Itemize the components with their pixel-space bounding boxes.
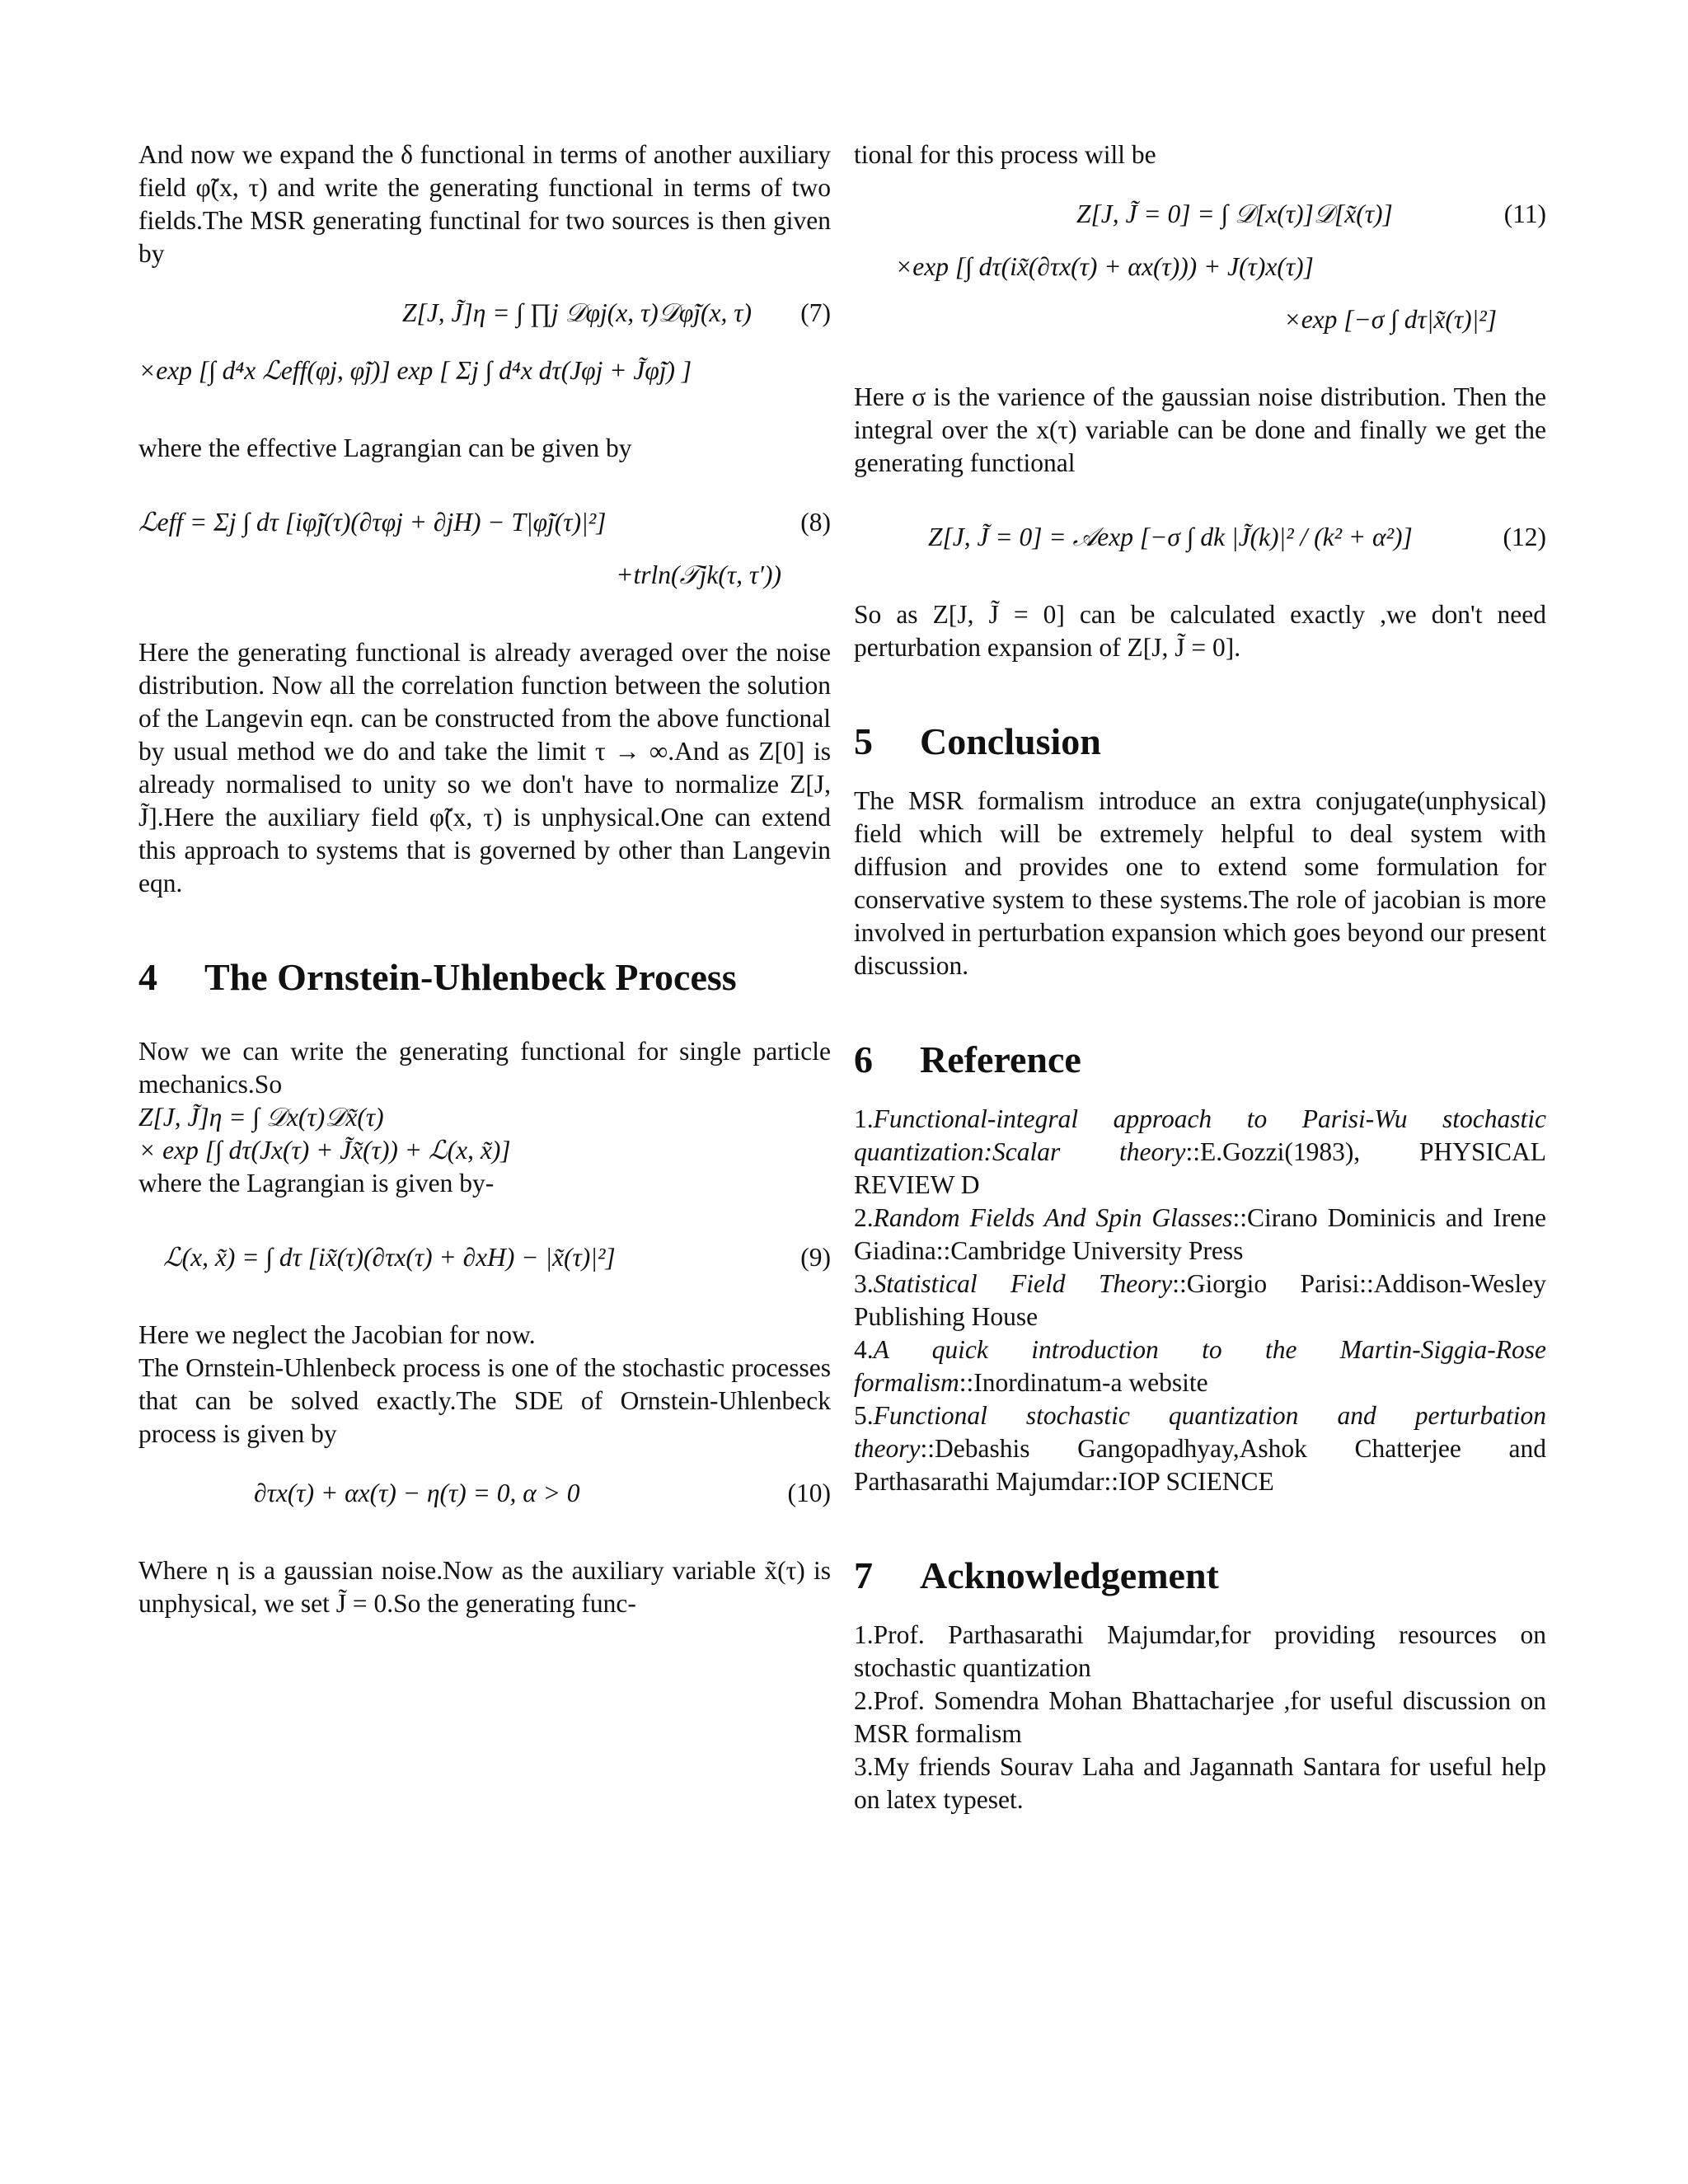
conclusion-paragraph: The MSR formalism introduce an extra conjugate(unphysical) field which will be extremely helpful to deal system with diffusion and provides one to extend some formulation for conservative system to these systems.The role of jacobian is more involved in perturbation expansion which goes beyond our present discussion. [854, 786, 1546, 980]
section-4-paragraph-1: Now we can write the generating functional for single particle mechanics.So [138, 1037, 831, 1099]
section-6-heading [854, 1035, 1546, 1085]
equation-12 [854, 521, 1546, 557]
paragraph-averaged: Here the generating functional is already averaged over the noise distribution. Now all the correlation function between the solution of the Langevin eqn. can be constructed from the above functional by usual method we do and take the limit τ → ∞.And as Z[0] is already normalised to unity so we don't have to normalize Z[J, J̃].Here the auxiliary field φ̃(x, τ) is unphysical.One can extend this approach to systems that is governed by other than Langevin eqn. [138, 638, 831, 898]
intro-paragraph: And now we expand the δ functional in terms of another auxiliary field φ̃(x, τ) and write the generating functional in terms of two fields.The MSR generating functinal for two sources is then given by [138, 140, 831, 268]
left-column [138, 138, 831, 1620]
eq7-number: (7) [800, 298, 831, 327]
reference-item: 1.Functional-integral approach to Parisi-Wu stochastic quantization:Scalar theory::E.Gozzi(1983), PHYSICAL REVIEW D [854, 1104, 1546, 1199]
eq9-number: (9) [800, 1243, 831, 1272]
reference-item: 3.Statistical Field Theory::Giorgio Parisi::Addison-Wesley Publishing House [854, 1269, 1546, 1331]
eq9-body: ℒ(x, x̃) = ∫ dτ [ix̃(τ)(∂τx(τ) + ∂xH) − |x̃(τ)|²] [163, 1243, 616, 1272]
eq11-line2: ×exp [∫ dτ(ix̃(∂τx(τ) + αx(τ))) + J(τ)x(τ)] [895, 252, 1314, 281]
eq10-number: (10) [787, 1479, 831, 1507]
section-4-eq-a: Z[J, J̃]η = ∫ 𝒟x(τ)𝒟x̃(τ) [138, 1103, 384, 1132]
section-4-paragraph-2: where the Lagrangian is given by- [138, 1169, 495, 1197]
eq11-line1: Z[J, J̃ = 0] = ∫ 𝒟[x(τ)]𝒟[x̃(τ)] [1076, 199, 1393, 228]
eq11-line3: ×exp [−σ ∫ dτ|x̃(τ)|²] [1283, 305, 1497, 334]
section-7-heading [854, 1551, 1546, 1601]
section-6-number: 6 [854, 1038, 873, 1080]
section-5-number: 5 [854, 720, 873, 762]
right-column [854, 138, 1546, 1816]
eq12-body: Z[J, J̃ = 0] = 𝒜exp [−σ ∫ dk |J̃(k)|² / (k² + α²)] [928, 523, 1413, 551]
eq11-number: (11) [1503, 199, 1546, 228]
eq7-line1: Z[J, J̃]η = ∫ ∏j 𝒟φj(x, τ)𝒟φ̃j(x, τ) [402, 298, 753, 327]
section-4-number: 4 [138, 956, 157, 998]
paragraph-exact: So as Z[J, J̃ = 0] can be calculated exactly ,we don't need perturbation expansion of Z[J, J̃ = 0]. [854, 600, 1546, 662]
acknowledgement-item: 3.My friends Sourav Laha and Jagannath Santara for useful help on latex typeset. [854, 1752, 1546, 1814]
lagrangian-intro: where the effective Lagrangian can be given by [138, 434, 632, 462]
eq8-line1: ℒeff = Σj ∫ dτ [iφ̃j(τ)(∂τφj + ∂jH) − T|φ̃j(τ)|²] [138, 508, 607, 537]
acknowledgement-list [854, 1619, 1546, 1816]
paragraph-variance: Here σ is the varience of the gaussian noise distribution. Then the integral over the x(τ) variable can be done and finally we get the generating functional [854, 382, 1546, 477]
acknowledgement-item: 1.Prof. Parthasarathi Majumdar,for providing resources on stochastic quantization [854, 1620, 1546, 1682]
equation-7-cont [138, 354, 831, 391]
reference-item: 2.Random Fields And Spin Glasses::Cirano Dominicis and Irene Giadina::Cambridge University Press [854, 1203, 1547, 1265]
equation-11 [854, 198, 1546, 234]
continued-text: tional for this process will be [854, 140, 1156, 169]
equation-10 [138, 1477, 831, 1513]
equation-8 [138, 506, 831, 542]
eq12-number: (12) [1503, 523, 1546, 551]
section-4-paragraph-3a: Here we neglect the Jacobian for now. [138, 1320, 536, 1349]
section-7-number: 7 [854, 1554, 873, 1596]
section-6-title: Reference [920, 1038, 1081, 1080]
section-4-heading [138, 953, 831, 1002]
section-5-title: Conclusion [920, 720, 1101, 762]
reference-item: 4.A quick introduction to the Martin-Siggia-Rose formalism::Inordinatum-a website [854, 1335, 1546, 1397]
section-7-title: Acknowledgement [920, 1554, 1219, 1596]
section-4-paragraph-3b: The Ornstein-Uhlenbeck process is one of the stochastic processes that can be solved exactly.The SDE of Ornstein-Uhlenbeck process is given by [138, 1353, 831, 1448]
section-4-title: The Ornstein-Uhlenbeck Process [204, 956, 737, 998]
section-4-paragraph-4: Where η is a gaussian noise.Now as the auxiliary variable x̃(τ) is unphysical, we set J̃ = 0.So the generating func- [138, 1556, 831, 1618]
reference-list [854, 1103, 1546, 1498]
equation-7 [138, 297, 831, 333]
reference-item: 5.Functional stochastic quantization and perturbation theory::Debashis Gangopadhyay,Ashok Chatterjee and Parthasarathi Majumdar::IOP SCIENCE [854, 1401, 1546, 1496]
eq8-number: (8) [800, 508, 831, 537]
acknowledgement-item: 2.Prof. Somendra Mohan Bhattacharjee ,for useful discussion on MSR formalism [854, 1686, 1546, 1748]
eq8-line2: +trln(𝒯jk(τ, τ′)) [616, 560, 781, 589]
section-4-eq-b: × exp [∫ dτ(Jx(τ) + J̃x̃(τ)) + ℒ(x, x̃)] [138, 1136, 511, 1165]
eq10-body: ∂τx(τ) + αx(τ) − η(τ) = 0, α > 0 [254, 1479, 580, 1507]
section-5-heading [854, 717, 1546, 766]
eq7-line2: ×exp [∫ d⁴x ℒeff(φj, φ̃j)] exp [ Σj ∫ d⁴x dτ(Jφj + J̃φ̃j) ] [138, 356, 692, 385]
equation-9 [138, 1241, 831, 1277]
